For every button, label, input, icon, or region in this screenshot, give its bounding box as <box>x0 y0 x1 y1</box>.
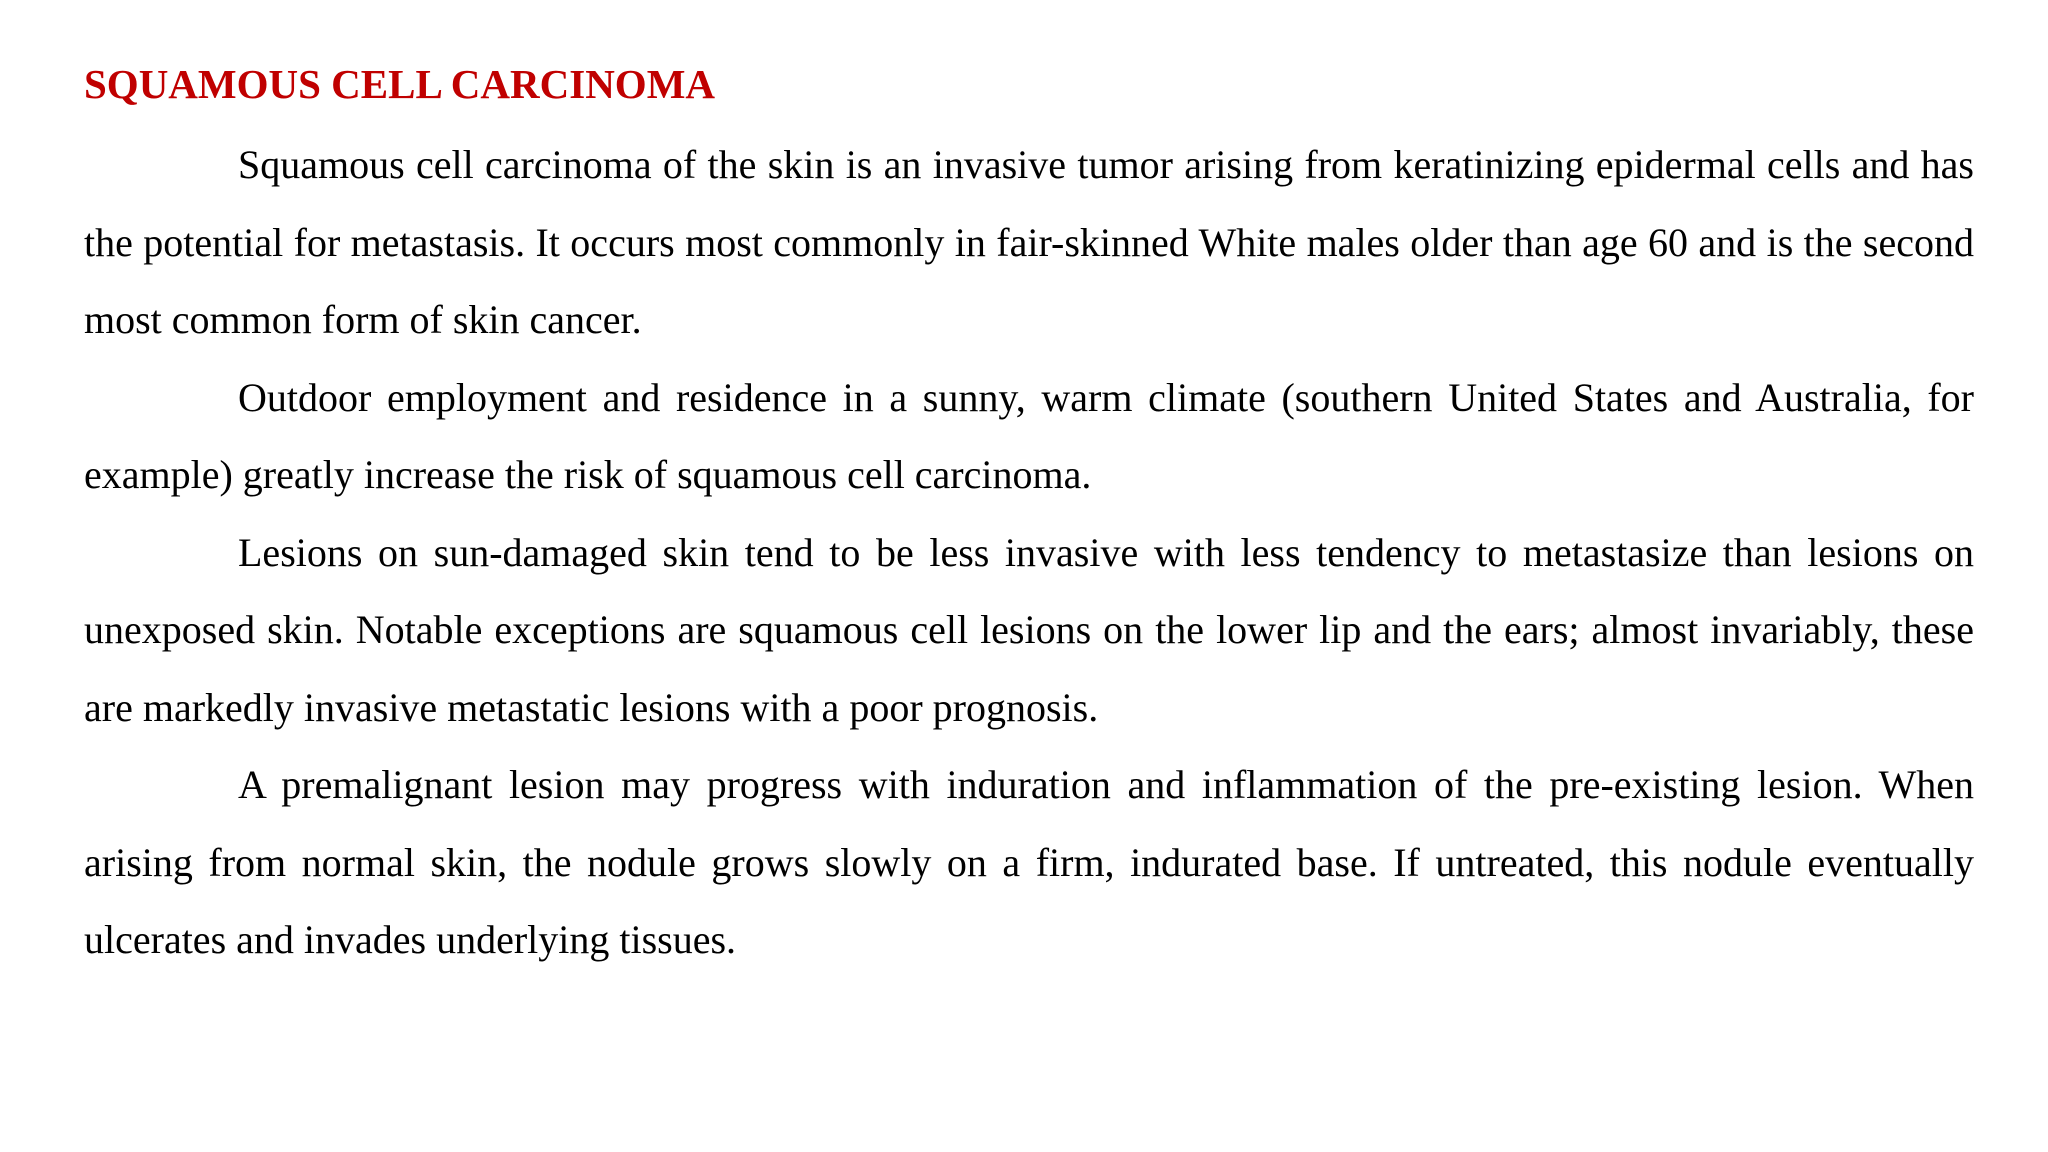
document-page <box>84 52 1974 979</box>
document-heading: SQUAMOUS CELL CARCINOMA <box>84 61 715 107</box>
paragraph-2: Outdoor employment and residence in a sunny, warm climate (southern United States and Australia, for example) greatly increase the risk of squamous cell carcinoma. <box>84 374 1974 497</box>
paragraph-4: A premalignant lesion may progress with induration and inflammation of the pre-existing lesion. When arising from normal skin, the nodule grows slowly on a firm, indurated base. If untreated, this nodule eventually ulcerates and invades underlying tissues. <box>84 762 1974 962</box>
paragraph-3: Lesions on sun-damaged skin tend to be less invasive with less tendency to metastasize than lesions on unexposed skin. Notable exceptions are squamous cell lesions on the lower lip and the ears; almost invariably, these are markedly invasive metastatic lesions with a poor prognosis. <box>84 529 1974 730</box>
paragraph-1: Squamous cell carcinoma of the skin is an invasive tumor arising from keratinizing epidermal cells and has the potential for metastasis. It occurs most commonly in fair-skinned White males older than age 60 and is the second most common form of skin cancer. <box>84 142 1974 342</box>
